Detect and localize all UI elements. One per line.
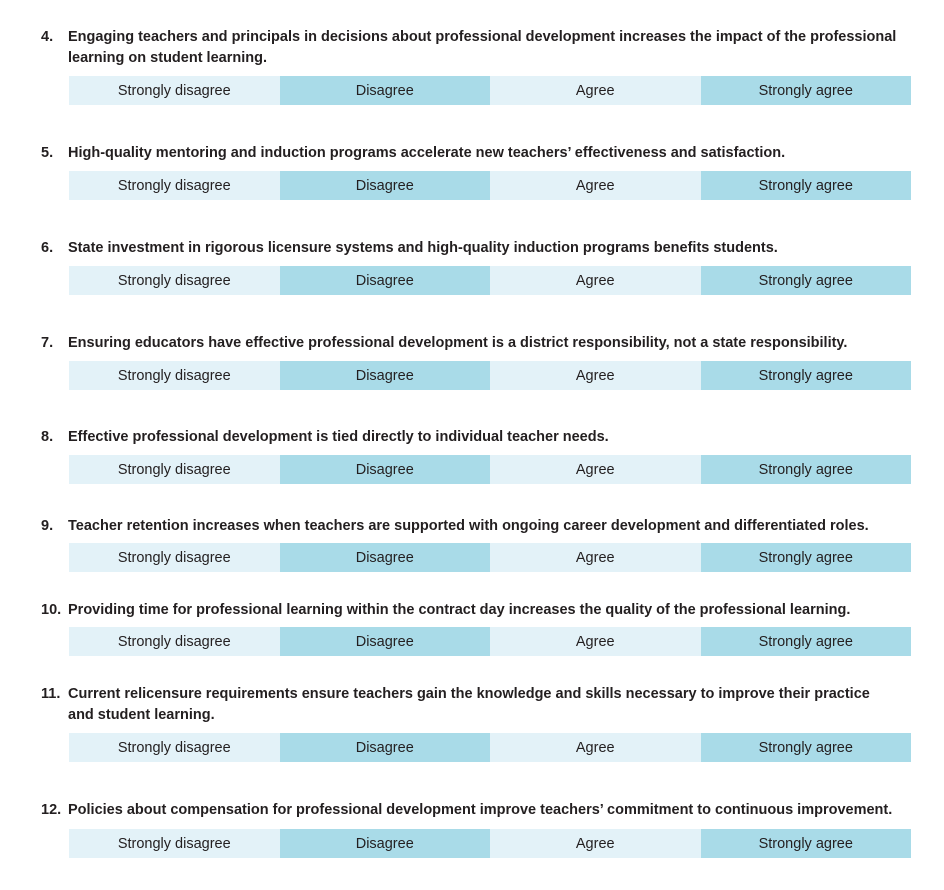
option-disagree[interactable]: Disagree bbox=[280, 733, 491, 762]
question-statement: Policies about compensation for professional development improve teachers’ commitment to continuous improvement. bbox=[68, 802, 893, 818]
option-agree[interactable]: Agree bbox=[490, 627, 701, 656]
option-agree[interactable]: Agree bbox=[490, 361, 701, 390]
option-agree[interactable]: Agree bbox=[490, 733, 701, 762]
question-number: 6. bbox=[41, 240, 54, 256]
question-text bbox=[41, 333, 898, 354]
option-strongly-disagree[interactable]: Strongly disagree bbox=[69, 627, 280, 656]
question-text bbox=[41, 516, 898, 537]
question-text bbox=[41, 238, 898, 259]
question-number: 8. bbox=[41, 429, 54, 445]
option-strongly-agree[interactable]: Strongly agree bbox=[701, 455, 912, 484]
question-statement: Current relicensure requirements ensure teachers gain the knowledge and skills necessary to improve their practice and student learning. bbox=[68, 686, 870, 723]
question-text bbox=[41, 27, 898, 69]
response-scale bbox=[69, 733, 911, 762]
question-number: 12. bbox=[41, 802, 62, 818]
option-strongly-disagree[interactable]: Strongly disagree bbox=[69, 543, 280, 572]
question-number: 7. bbox=[41, 335, 54, 351]
option-strongly-disagree[interactable]: Strongly disagree bbox=[69, 455, 280, 484]
question-number: 10. bbox=[41, 602, 62, 618]
response-scale bbox=[69, 361, 911, 390]
response-scale bbox=[69, 543, 911, 572]
option-strongly-disagree[interactable]: Strongly disagree bbox=[69, 76, 280, 105]
question-statement: Providing time for professional learning within the contract day increases the quality of the professional learning. bbox=[68, 602, 851, 618]
question-text bbox=[41, 427, 898, 448]
question-statement: Effective professional development is tied directly to individual teacher needs. bbox=[68, 429, 609, 445]
question-statement: Engaging teachers and principals in decisions about professional development increases the impact of the professional learning on student learning. bbox=[68, 29, 897, 66]
question-statement: Ensuring educators have effective professional development is a district responsibility, not a state responsibility. bbox=[68, 335, 848, 351]
response-scale bbox=[69, 171, 911, 200]
option-strongly-agree[interactable]: Strongly agree bbox=[701, 829, 912, 858]
option-strongly-agree[interactable]: Strongly agree bbox=[701, 543, 912, 572]
response-scale bbox=[69, 455, 911, 484]
option-strongly-agree[interactable]: Strongly agree bbox=[701, 733, 912, 762]
option-agree[interactable]: Agree bbox=[490, 171, 701, 200]
question-number: 4. bbox=[41, 29, 54, 45]
option-agree[interactable]: Agree bbox=[490, 76, 701, 105]
option-strongly-disagree[interactable]: Strongly disagree bbox=[69, 361, 280, 390]
question-number: 5. bbox=[41, 145, 54, 161]
question-statement: High-quality mentoring and induction programs accelerate new teachers’ effectiveness and satisfaction. bbox=[68, 145, 786, 161]
response-scale bbox=[69, 829, 911, 858]
option-disagree[interactable]: Disagree bbox=[280, 266, 491, 295]
option-strongly-disagree[interactable]: Strongly disagree bbox=[69, 266, 280, 295]
question-number: 11. bbox=[41, 686, 61, 702]
option-strongly-agree[interactable]: Strongly agree bbox=[701, 361, 912, 390]
option-disagree[interactable]: Disagree bbox=[280, 76, 491, 105]
option-disagree[interactable]: Disagree bbox=[280, 361, 491, 390]
response-scale bbox=[69, 76, 911, 105]
option-disagree[interactable]: Disagree bbox=[280, 829, 491, 858]
option-disagree[interactable]: Disagree bbox=[280, 455, 491, 484]
option-strongly-agree[interactable]: Strongly agree bbox=[701, 171, 912, 200]
option-strongly-agree[interactable]: Strongly agree bbox=[701, 627, 912, 656]
question-text bbox=[41, 684, 898, 726]
option-strongly-disagree[interactable]: Strongly disagree bbox=[69, 171, 280, 200]
option-strongly-disagree[interactable]: Strongly disagree bbox=[69, 733, 280, 762]
option-agree[interactable]: Agree bbox=[490, 455, 701, 484]
option-disagree[interactable]: Disagree bbox=[280, 627, 491, 656]
option-agree[interactable]: Agree bbox=[490, 543, 701, 572]
question-number: 9. bbox=[41, 518, 54, 534]
option-strongly-agree[interactable]: Strongly agree bbox=[701, 266, 912, 295]
option-strongly-agree[interactable]: Strongly agree bbox=[701, 76, 912, 105]
option-agree[interactable]: Agree bbox=[490, 829, 701, 858]
question-statement: Teacher retention increases when teachers are supported with ongoing career development and differentiated roles. bbox=[68, 518, 869, 534]
question-text bbox=[41, 143, 898, 164]
option-strongly-disagree[interactable]: Strongly disagree bbox=[69, 829, 280, 858]
question-statement: State investment in rigorous licensure systems and high-quality induction programs benefits students. bbox=[68, 240, 778, 256]
response-scale bbox=[69, 627, 911, 656]
question-text bbox=[41, 600, 898, 621]
question-text bbox=[41, 800, 898, 821]
response-scale bbox=[69, 266, 911, 295]
option-disagree[interactable]: Disagree bbox=[280, 543, 491, 572]
option-agree[interactable]: Agree bbox=[490, 266, 701, 295]
option-disagree[interactable]: Disagree bbox=[280, 171, 491, 200]
